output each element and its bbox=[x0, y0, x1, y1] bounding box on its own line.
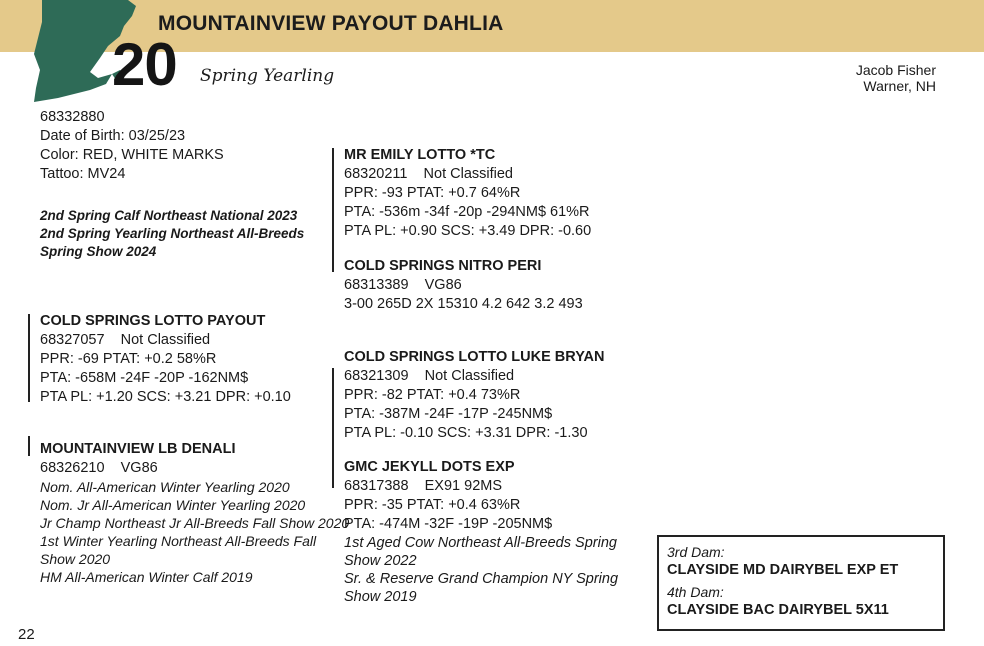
class-label: Spring Yearling bbox=[200, 66, 335, 86]
dam-name: MOUNTAINVIEW LB DENALI bbox=[40, 441, 236, 457]
dam-dam-honor: Show 2019 bbox=[344, 589, 417, 605]
third-dam-label: 3rd Dam: bbox=[667, 544, 725, 560]
sire-sire-reg: 68320211 Not Classified bbox=[344, 166, 514, 182]
sire-block bbox=[40, 312, 291, 407]
dam-block bbox=[40, 440, 349, 586]
pedigree-bracket bbox=[28, 314, 30, 402]
dam-honor: 1st Winter Yearling Northeast All-Breeds Fall bbox=[40, 533, 317, 549]
fourth-dam-name: CLAYSIDE BAC DAIRYBEL 5X11 bbox=[667, 602, 889, 618]
dam-sire-block bbox=[344, 348, 604, 443]
animal-reg: 68332880 bbox=[40, 109, 105, 125]
animal-dob: Date of Birth: 03/25/23 bbox=[40, 128, 186, 144]
animal-info bbox=[40, 108, 224, 184]
third-dam-name: CLAYSIDE MD DAIRYBEL EXP ET bbox=[667, 562, 899, 578]
consignor-location: Warner, NH bbox=[863, 78, 936, 94]
animal-color: Color: RED, WHITE MARKS bbox=[40, 147, 224, 163]
dam-honor: Nom. Jr All-American Winter Yearling 2020 bbox=[40, 497, 306, 513]
dam-sire-ppr: PPR: -82 PTAT: +0.4 73%R bbox=[344, 387, 521, 403]
sire-pta: PTA: -658M -24F -20P -162NM$ bbox=[40, 370, 249, 386]
honor-line: 2nd Spring Calf Northeast National 2023 bbox=[40, 208, 298, 223]
lot-number: 20 bbox=[112, 31, 177, 98]
sire-ppr: PPR: -69 PTAT: +0.2 58%R bbox=[40, 351, 217, 367]
dam-dam-name: GMC JEKYLL DOTS EXP bbox=[344, 459, 515, 475]
pedigree-bracket bbox=[332, 148, 334, 272]
sire-dam-reg: 68313389 VG86 bbox=[344, 277, 462, 293]
dams-box bbox=[657, 535, 945, 631]
dam-dam-block bbox=[344, 458, 618, 606]
dam-sire-reg: 68321309 Not Classified bbox=[344, 368, 515, 384]
sire-dam-record: 3-00 265D 2X 15310 4.2 642 3.2 493 bbox=[344, 296, 583, 312]
dam-honor: Jr Champ Northeast Jr All-Breeds Fall Show 2020 bbox=[40, 515, 350, 531]
honor-line: Spring Show 2024 bbox=[40, 244, 157, 259]
sire-dam-block bbox=[344, 257, 583, 314]
page-number: 22 bbox=[18, 626, 35, 643]
sire-reg: 68327057 Not Classified bbox=[40, 332, 211, 348]
sire-sire-ppr: PPR: -93 PTAT: +0.7 64%R bbox=[344, 185, 521, 201]
animal-honors bbox=[40, 207, 304, 261]
dam-honor: Show 2020 bbox=[40, 551, 111, 567]
fourth-dam-label: 4th Dam: bbox=[667, 584, 724, 600]
sire-sire-block bbox=[344, 146, 591, 241]
consignor-name: Jacob Fisher bbox=[855, 62, 936, 78]
sire-sire-name: MR EMILY LOTTO *TC bbox=[344, 147, 496, 163]
animal-title: MOUNTAINVIEW PAYOUT DAHLIA bbox=[158, 12, 504, 35]
dam-dam-honor: Show 2022 bbox=[344, 553, 417, 569]
dam-honor: Nom. All-American Winter Yearling 2020 bbox=[40, 479, 290, 495]
dam-dam-pta: PTA: -474M -32F -19P -205NM$ bbox=[344, 516, 553, 532]
animal-tattoo: Tattoo: MV24 bbox=[40, 166, 126, 182]
pedigree-bracket bbox=[332, 368, 334, 488]
sire-sire-pta-pl: PTA PL: +0.90 SCS: +3.49 DPR: -0.60 bbox=[344, 223, 592, 239]
honor-line: 2nd Spring Yearling Northeast All-Breeds bbox=[40, 226, 305, 241]
dam-sire-pta-pl: PTA PL: -0.10 SCS: +3.31 DPR: -1.30 bbox=[344, 425, 588, 441]
dam-dam-reg: 68317388 EX91 92MS bbox=[344, 478, 503, 494]
dam-honor: HM All-American Winter Calf 2019 bbox=[40, 569, 253, 585]
pedigree-bracket bbox=[28, 436, 30, 456]
dam-reg: 68326210 VG86 bbox=[40, 460, 158, 476]
sire-sire-pta: PTA: -536m -34f -20p -294NM$ 61%R bbox=[344, 204, 590, 220]
dam-dam-ppr: PPR: -35 PTAT: +0.4 63%R bbox=[344, 497, 521, 513]
dam-dam-honor: 1st Aged Cow Northeast All-Breeds Spring bbox=[344, 535, 617, 551]
dam-sire-pta: PTA: -387M -24F -17P -245NM$ bbox=[344, 406, 553, 422]
sire-dam-name: COLD SPRINGS NITRO PERI bbox=[344, 258, 542, 274]
consignor-block bbox=[856, 62, 936, 94]
dam-dam-honor: Sr. & Reserve Grand Champion NY Spring bbox=[344, 571, 619, 587]
dam-sire-name: COLD SPRINGS LOTTO LUKE BRYAN bbox=[344, 349, 605, 365]
sire-name: COLD SPRINGS LOTTO PAYOUT bbox=[40, 313, 266, 329]
sire-pta-pl: PTA PL: +1.20 SCS: +3.21 DPR: +0.10 bbox=[40, 389, 291, 405]
